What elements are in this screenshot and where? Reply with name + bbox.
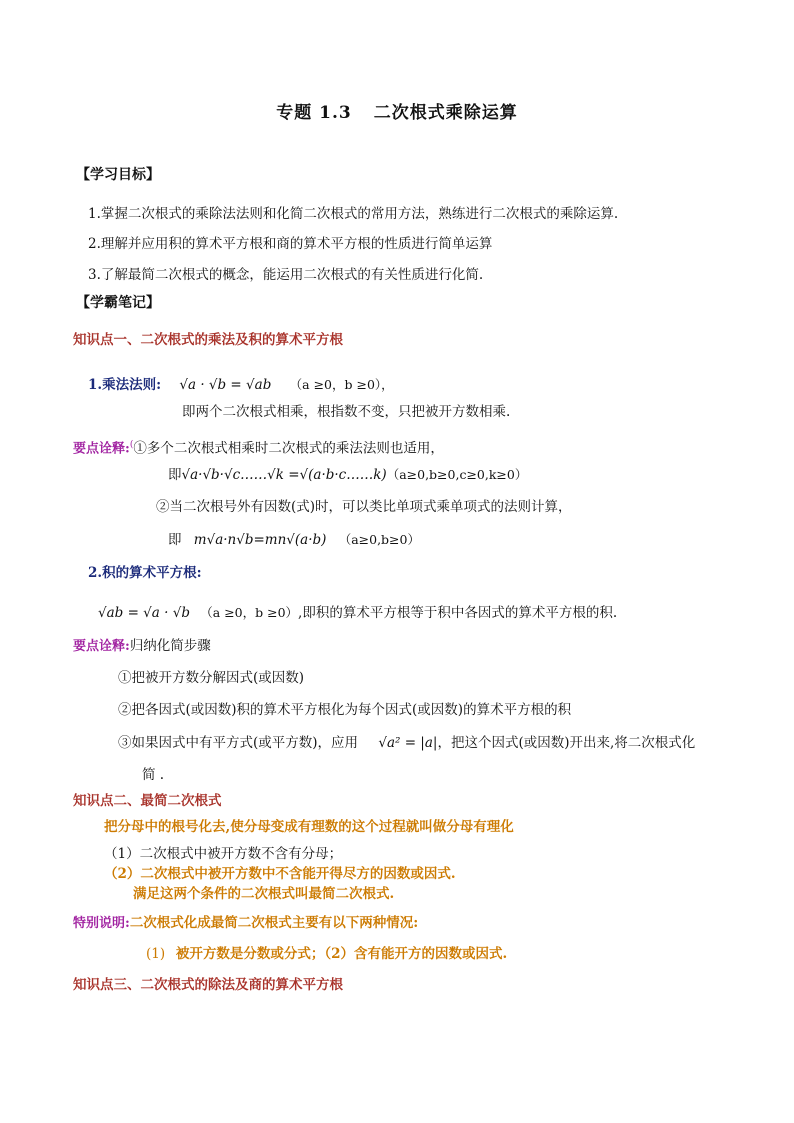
- title-label: 专题: [276, 103, 313, 123]
- case-1-marker: (1): [146, 946, 166, 962]
- k1-point2-row: [73, 637, 211, 656]
- k2-condition-2: （2）二次根式中被开方数中不含能开得尽方的因数或因式.: [104, 866, 456, 882]
- point-1-text: ①多个二次根式相乘时二次根式的乘法法则也适用，: [133, 440, 444, 457]
- k2-lead: 把分母中的根号化去,使分母变成有理数的这个过程就叫做分母有理化: [104, 819, 514, 835]
- step-3-row: [118, 734, 695, 752]
- point-label: 要点诠释:: [73, 441, 130, 457]
- k1-rule-row: [88, 376, 394, 394]
- step-1: ①把被开方数分解因式(或因数): [118, 670, 305, 686]
- rule-condition: （a ≥0，b ≥0），: [289, 377, 394, 392]
- k2-condition-3: 满足这两个条件的二次根式叫最简二次根式.: [133, 886, 395, 902]
- point-1-formula-row: [168, 466, 527, 484]
- k2-heading: 知识点二、最简二次根式: [73, 793, 222, 809]
- goal-item-3: 3.了解最简二次根式的概念，能运用二次根式的有关性质进行化简.: [88, 267, 484, 283]
- goal-item-2: 2.理解并应用积的算术平方根和商的算术平方根的性质进行简单运算: [88, 236, 493, 252]
- special-text: 二次根式化成最简二次根式主要有以下两种情况:: [129, 915, 419, 931]
- k2-condition-1: （1）二次根式中被开方数不含有分母；: [104, 846, 343, 862]
- point-2-condition: （a≥0,b≥0）: [338, 532, 420, 547]
- page-title: [0, 104, 794, 122]
- step-3-continuation: 简 .: [142, 767, 165, 783]
- special-note-row: [73, 914, 418, 933]
- product-root-condition: （a ≥0，b ≥0）: [200, 605, 299, 620]
- k1-heading: 知识点一、二次根式的乘法及积的算术平方根: [73, 332, 343, 348]
- point-2-formula-row: [168, 531, 420, 549]
- step-3-rest: ，把这个因式(或因数)开出来,将二次根式化: [437, 735, 696, 751]
- product-root-formula: √ab = √a · √b: [98, 605, 190, 621]
- note-badge-icon: (: [129, 440, 134, 450]
- point-1-formula: √a·√b·√c……√k =√(a·b·c……k): [181, 467, 387, 483]
- goal-item-1: 1.掌握二次根式的乘除法法则和化简二次根式的常用方法，熟练进行二次根式的乘除运算.: [88, 206, 619, 222]
- step-3-text: ③如果因式中有平方式(或平方数)，应用: [118, 735, 359, 751]
- k3-heading: 知识点三、二次根式的除法及商的算术平方根: [73, 977, 343, 993]
- product-root-description: ,即积的算术平方根等于积中各因式的算术平方根的积.: [298, 605, 618, 621]
- title-text: 二次根式乘除运算: [373, 103, 518, 123]
- point-2-text: ②当二次根号外有因数(式)时，可以类比单项式乘单项式的法则计算，: [156, 499, 572, 515]
- k1-point-row: [73, 436, 444, 459]
- point2-label: 要点诠释:: [73, 639, 130, 654]
- point2-text: 归纳化简步骤: [129, 638, 211, 654]
- formula-prefix: 即: [168, 467, 182, 483]
- rule-label: 1.乘法法则:: [88, 377, 162, 393]
- special-cases-row: [146, 945, 507, 963]
- notes-heading: 【学霸笔记】: [76, 295, 160, 311]
- point-1-condition: （a≥0,b≥0,c≥0,k≥0）: [386, 467, 528, 482]
- step-3-formula: √a² = |a|: [378, 735, 438, 751]
- product-root-row: [98, 604, 617, 622]
- goals-heading: 【学习目标】: [76, 167, 160, 183]
- product-root-label: 2.积的算术平方根:: [88, 565, 202, 581]
- formula-prefix: 即: [168, 532, 182, 548]
- cases-text: 被开方数是分数或分式；（2）含有能开方的因数或因式.: [175, 946, 508, 962]
- rule-formula: √a · √b = √ab: [179, 377, 272, 393]
- special-label: 特别说明:: [73, 916, 130, 931]
- step-2: ②把各因式(或因数)积的算术平方根化为每个因式(或因数)的算术平方根的积: [118, 702, 572, 718]
- rule-description: 即两个二次根式相乘，根指数不变，只把被开方数相乘.: [182, 404, 511, 420]
- title-number: 1.3: [319, 103, 352, 123]
- point-2-formula: m√a·n√b=mn√(a·b): [193, 532, 327, 548]
